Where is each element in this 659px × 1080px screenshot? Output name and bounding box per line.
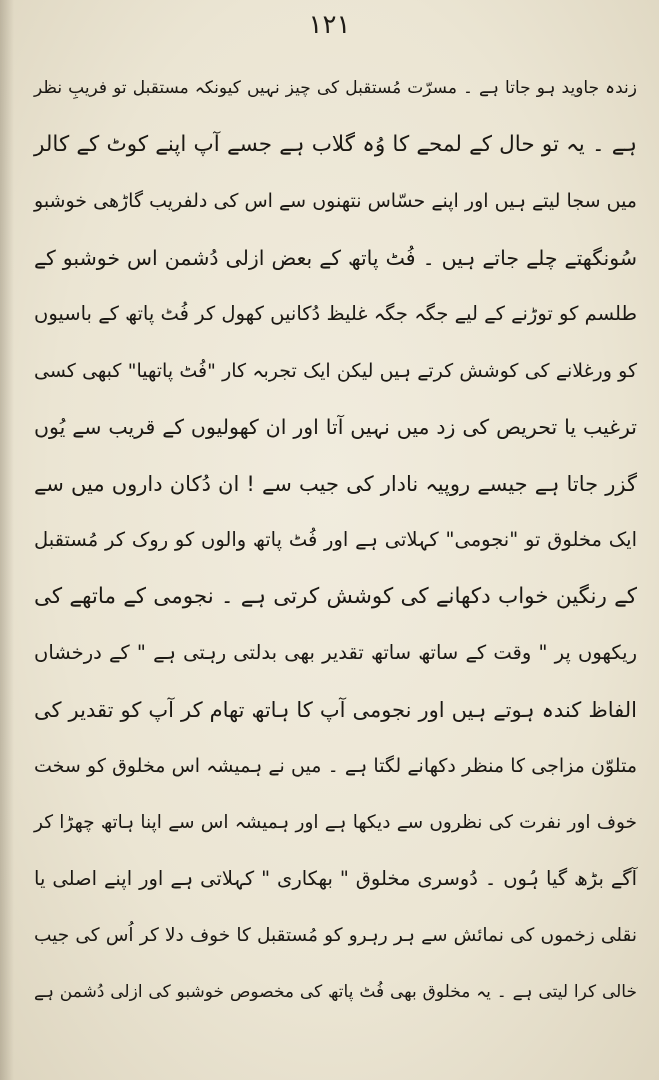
text-line: ترغیب یا تحریص کی زد میں نہیں آتا اور ان کھولیوں کے قریب سے یُوں <box>34 415 637 439</box>
text-line: خالی کرا لیتی ہے ۔ یہ مخلوق بھی فُٹ پاتھ کی مخصوص خوشبو کی ازلی دُشمن ہے <box>34 982 637 1002</box>
text-line: خوف اور نفرت کی نظروں سے دیکھا ہے اور ہمیشہ اس سے اپنا ہاتھ چھڑا کر <box>34 811 637 833</box>
text-line: کے رنگین خواب دکھانے کی کوشش کرتی ہے ۔ نجومی کے ماتھے کی <box>34 583 637 609</box>
text-line: گزر جاتا ہے جیسے روپیہ نادار کی جیب سے ! ان دُکان داروں میں سے <box>34 471 637 496</box>
text-line: الفاظ کندہ ہوتے ہیں اور نجومی آپ کا ہاتھ تھام کر آپ کو تقدیر کی <box>34 697 637 722</box>
text-line: طلسم کو توڑنے کے لیے جگہ جگہ غلیظ دُکانیں کھول کر فُٹ پاتھ کے باسیوں <box>34 302 637 325</box>
text-line: میں سجا لیتے ہیں اور اپنے حسّاس نتھنوں سے اس کی دلفریب گاڑھی خوشبو <box>34 190 637 212</box>
page-body-text <box>34 60 637 1021</box>
text-line: سُونگھتے چلے جاتے ہیں ۔ فُٹ پاتھ کے بعض ازلی دُشمن اس خوشبو کے <box>34 245 637 270</box>
text-line: کو ورغلانے کی کوشش کرتے ہیں لیکن ایک تجربہ کار "فُٹ پاتھیا" کبھی کسی <box>34 359 637 382</box>
page-number: ۱۲۱ <box>308 10 351 40</box>
text-line: متلوّن مزاجی کا منظر دکھانے لگتا ہے ۔ میں نے ہمیشہ اس مخلوق کو سخت <box>34 755 637 777</box>
text-line: زندہ جاوید ہو جاتا ہے ۔ مسرّت مُستقبل کی چیز نہیں کیونکہ مستقبل تو فریبِ نظر <box>34 78 637 98</box>
text-line: آگے بڑھ گیا ہُوں ۔ دُوسری مخلوق " بھکاری " کہلاتی ہے اور اپنے اصلی یا <box>34 867 637 890</box>
text-line: نقلی زخموں کی نمائش سے ہر رہرو کو مُستقبل کا خوف دلا کر اُس کی جیب <box>34 924 637 946</box>
text-line: ایک مخلوق تو "نجومی" کہلاتی ہے اور فُٹ پاتھ والوں کو روک کر مُستقبل <box>34 528 637 551</box>
text-line: ریکھوں پر " وقت کے ساتھ ساتھ تقدیر بھی بدلتی رہتی ہے " کے درخشاں <box>34 641 637 664</box>
text-line: ہے ۔ یہ تو حال کے لمحے کا وُہ گلاب ہے جسے آپ اپنے کوٹ کے کالر <box>34 131 637 157</box>
